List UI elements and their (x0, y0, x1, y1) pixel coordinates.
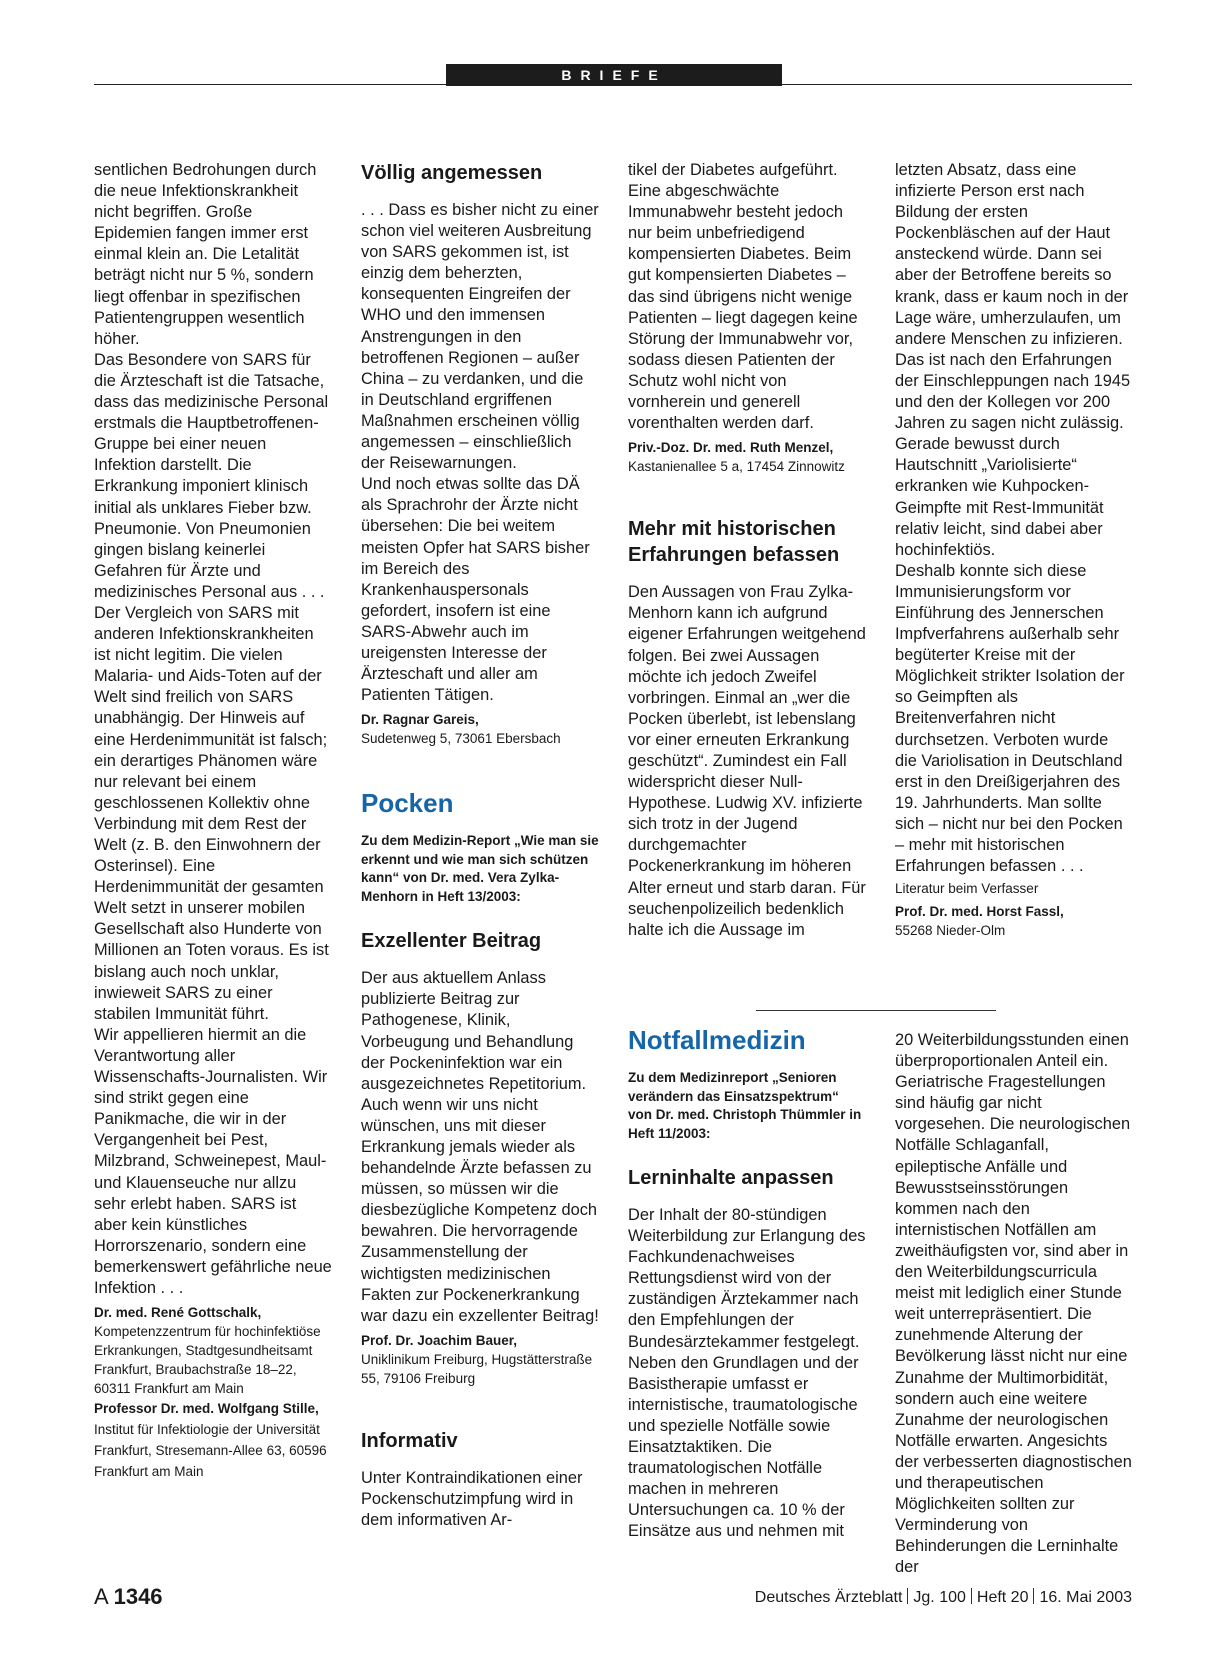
footer-separator (971, 1588, 972, 1604)
reference-note: Zu dem Medizin-Report „Wie man sie erkennt und wie man sich schützen kann“ von Dr. med. Vera Zylka-Menhorn in Heft 13/2003: (361, 833, 599, 904)
journal-date: 16. Mai 2003 (1039, 1589, 1132, 1606)
letter-heading: Exzellenter Beitrag (361, 930, 542, 953)
signature-address: 55268 Nieder-Olm (895, 923, 1006, 939)
paragraph: Wir appellieren hiermit an die Verantwortung aller Wissenschafts-Journalisten. Wir sind strikt gegen eine Panikmache, die wir in der Vergangenheit bei Pest, Milzbrand, Schweinepest, Maul- und Klauenseuche nur allzu sehr erlebt haben. SARS ist aber kein künstliches Horrorszenario, sondern eine bemerkenswert gefährliche neue Infektion . . . (94, 1025, 332, 1297)
section-heading: Pocken (361, 788, 454, 819)
signature-name: Prof. Dr. Joachim Bauer, (361, 1332, 518, 1348)
signature-address: Kastanienallee 5 a, 17454 Zinnowitz (628, 459, 845, 475)
letter-heading: Mehr mit historischen Erfahrungen befassen (628, 518, 840, 567)
paragraph: tikel der Diabetes aufgeführt. Eine abgeschwächte Immunabwehr besteht jedoch nur beim unbefriedigend kompensierten Diabetes. Beim gut kompensierten Diabetes – das sind übrigens nicht wenige Patienten – liegt dagegen keine Störung der Immunabwehr vor, sodass diesen Patienten der Schutz wohl nicht von vornherein und generell vorenthalten werden darf. (628, 161, 858, 433)
signature-name: Prof. Dr. med. Horst Fassl, (895, 904, 1064, 920)
notfall-column-left (628, 1025, 866, 1543)
page-number-value: 1346 (113, 1584, 163, 1609)
page-prefix: A (94, 1584, 108, 1609)
literature-note: Literatur beim Verfasser (895, 881, 1039, 897)
paragraph: Das Besondere von SARS für die Ärzteschaft ist die Tatsache, dass das medizinische Personal erstmals die Hauptbetroffenen-Gruppe bei einer neuen Infektion darstellt. Die Erkrankung imponiert klinisch initial als unklares Fieber bzw. Pneumonie. Von Pneumonien gingen bislang keinerlei Gefahren für Ärzte und medizinisches Personal aus . . . (94, 350, 329, 601)
journal-footer (755, 1588, 1132, 1607)
signature-name: Priv.-Doz. Dr. med. Ruth Menzel, (628, 440, 834, 456)
paragraph: Unter Kontraindikationen einer Pockenschutzimpfung wird in dem informativen Ar- (361, 1468, 583, 1530)
column-3 (628, 160, 866, 941)
paragraph: Der Inhalt der 80-stündigen Weiterbildung zur Erlangung des Fachkundenachweises Rettungsdienst wird von der zuständigen Ärztekammer nach den Empfehlungen der Bundesärztekammer festgelegt. Neben den Grundlagen und der Basistherapie umfasst er internistische, traumatologische und spezielle Notfälle sowie Einsatztaktiken. Die traumatologischen Notfälle machen in mehreren Untersuchungen ca. 10 % der Einsätze aus und nehmen mit (628, 1206, 866, 1541)
page-number (94, 1584, 163, 1610)
signature-address: Sudetenweg 5, 73061 Ebersbach (361, 731, 561, 747)
paragraph: Und noch etwas sollte das DÄ als Sprachrohr der Ärzte nicht übersehen: Die bei weitem meisten Opfer hat SARS bisher im Bereich des Krankenhauspersonals gefordert, insofern ist eine SARS-Abwehr auch im ureigensten Interesse der Ärzteschaft und aller am Patienten Tätigen. (361, 475, 590, 705)
section-heading: Notfallmedizin (628, 1025, 806, 1055)
footer-separator (1033, 1588, 1034, 1604)
column-2 (361, 160, 599, 1531)
journal-volume: Jg. 100 (913, 1589, 966, 1606)
paragraph: Den Aussagen von Frau Zylka-Menhorn kann ich aufgrund eigener Erfahrungen weitgehend folgen. Bei zwei Aussagen möchte ich jedoch Zweifel vorbringen. Einmal an „wer die Pocken überlebt, ist lebenslang vor einer erneuten Erkrankung geschützt“. Zumindest ein Fall widerspricht dieser Null-Hypothese. Ludwig XV. infizierte sich trotz in der Jugend durchgemachter Pockenerkrankung im höheren Alter erneut und starb daran. Für seuchenpolizeilich bedenklich halte ich die Aussage im (628, 583, 866, 939)
signature-name: Dr. med. René Gottschalk, (94, 1305, 262, 1321)
letter-heading: Völlig angemessen (361, 162, 543, 184)
signature-name: Professor Dr. med. Wolfgang Stille, (94, 1401, 319, 1417)
signature-address: Kompetenzzentrum für hochinfektiöse Erkrankungen, Stadtgesundheitsamt Frankfurt, Braubachstraße 18–22, 60311 Frankfurt am Main (94, 1324, 321, 1397)
notfall-column-right (895, 1030, 1133, 1578)
section-label: BRIEFE (446, 64, 782, 86)
letter-heading: Informativ (361, 1429, 458, 1452)
paragraph: . . . Dass es bisher nicht zu einer schon viel weiteren Ausbreitung von SARS gekommen ist, ist einzig dem beherzten, konsequenten Eingreifen der WHO und den immensen Anstrengungen in den betroffenen Regionen – außer China – zu verdanken, und die in Deutschland ergriffenen Maßnahmen erscheinen völlig angemessen – einschließlich der Reisewarnungen. (361, 201, 599, 473)
journal-issue: Heft 20 (976, 1589, 1029, 1606)
paragraph: Der aus aktuellem Anlass publizierte Beitrag zur Pathogenese, Klinik, Vorbeugung und Behandlung der Pockeninfektion war ein ausgezeichnetes Repetitorium. Auch wenn wir uns nicht wünschen, uns mit dieser Erkrankung jemals wieder als behandelnde Ärzte befassen zu müssen, so müssen wir die diesbezügliche Kompetenz doch bewahren. Die hervorragende Zusammenstellung der wichtigsten medizinischen Fakten zur Pockenerkrankung war dazu ein exzellenter Beitrag! (361, 969, 599, 1325)
column-4 (895, 160, 1133, 940)
signature-name: Dr. Ragnar Gareis, (361, 712, 479, 728)
letter-heading: Lerninhalte anpassen (628, 1167, 834, 1189)
paragraph: sentlichen Bedrohungen durch die neue Infektionskrankheit nicht begriffen. Große Epidemien fangen immer erst einmal klein an. Die Letalität beträgt nicht nur 5 %, sondern liegt offenbar in spezifischen Patientengruppen wesentlich höher. (94, 161, 317, 348)
paragraph: Deshalb konnte sich diese Immunisierungsform vor Einführung des Jennerschen Impfverfahrens außerhalb sehr begüterter Kreise mit der Möglichkeit strikter Isolation der so Geimpften als Breitenverfahren nicht durchsetzen. Verboten wurde die Variolisation in Deutschland erst in den Dreißigerjahren des 19. Jahrhunderts. Man sollte sich – nicht nur bei den Pocken – mehr mit historischen Erfahrungen befassen . . . (895, 561, 1125, 876)
footer-separator (907, 1588, 908, 1604)
paragraph: letzten Absatz, dass eine infizierte Person erst nach Bildung der ersten Pockenbläschen auf der Haut ansteckend würde. Dann sei aber der Betroffene bereits so krank, dass er kaum noch in der Lage wäre, umherzulaufen, um andere Menschen zu infizieren. Das ist nach den Erfahrungen der Einschleppungen nach 1945 und den der Kollegen vor 200 Jahren zu sagen nicht zulässig. Gerade bewusst durch Hautschnitt „Variolisierte“ erkranken wie Kuhpocken-Geimpfte mit Rest-Immunität relativ leicht, sind dabei aber hochinfektiös. (895, 161, 1131, 559)
section-divider (756, 1010, 996, 1011)
journal-name: Deutsches Ärzteblatt (754, 1589, 903, 1606)
paragraph: Der Vergleich von SARS mit anderen Infektionskrankheiten ist nicht legitim. Die vielen Malaria- und Aids-Toten auf der Welt sind freilich von SARS unabhängig. Der Hinweis auf eine Herdenimmunität ist falsch; ein derartiges Phänomen wäre nur relevant bei einem geschlossenen Kollektiv ohne Verbindung mit dem Rest der Welt (z. B. den Einwohnern der Osterinsel). Eine Herdenimmunität der gesamten Welt setzt in unserer mobilen Gesellschaft also Hunderte von Millionen an Toten voraus. Es ist bislang auch noch unklar, inwieweit SARS zu einer stabilen Immunität führt. (94, 603, 329, 1023)
signature-address: Uniklinikum Freiburg, Hugstätterstraße 55, 79106 Freiburg (361, 1351, 593, 1386)
reference-note: Zu dem Medizinreport „Senioren verändern das Einsatzspektrum“ von Dr. med. Christoph Thümmler in Heft 11/2003: (628, 1070, 862, 1141)
signature-address: Institut für Infektiologie der Universität Frankfurt, Stresemann-Allee 63, 60596 Frankfurt am Main (94, 1422, 327, 1480)
paragraph: 20 Weiterbildungsstunden einen überproportionalen Anteil ein. Geriatrische Fragestellungen sind häufig gar nicht vorgesehen. Die neurologischen Notfälle Schlaganfall, epileptische Anfälle und Bewusstseinsstörungen kommen nach den internistischen Notfällen am zweithäufigsten vor, sind aber in den Weiterbildungscurricula meist mit lediglich einer Stunde weit unterrepräsentiert. Die zunehmende Alterung der Bevölkerung lässt nicht nur eine Zunahme der Multimorbidität, sondern auch eine weitere Zunahme der neurologischen Notfälle erwarten. Angesichts der verbesserten diagnostischen und therapeutischen Möglichkeiten sollten zur Verminderung von Behinderungen die Lerninhalte der (895, 1031, 1132, 1577)
column-1 (94, 160, 332, 1482)
